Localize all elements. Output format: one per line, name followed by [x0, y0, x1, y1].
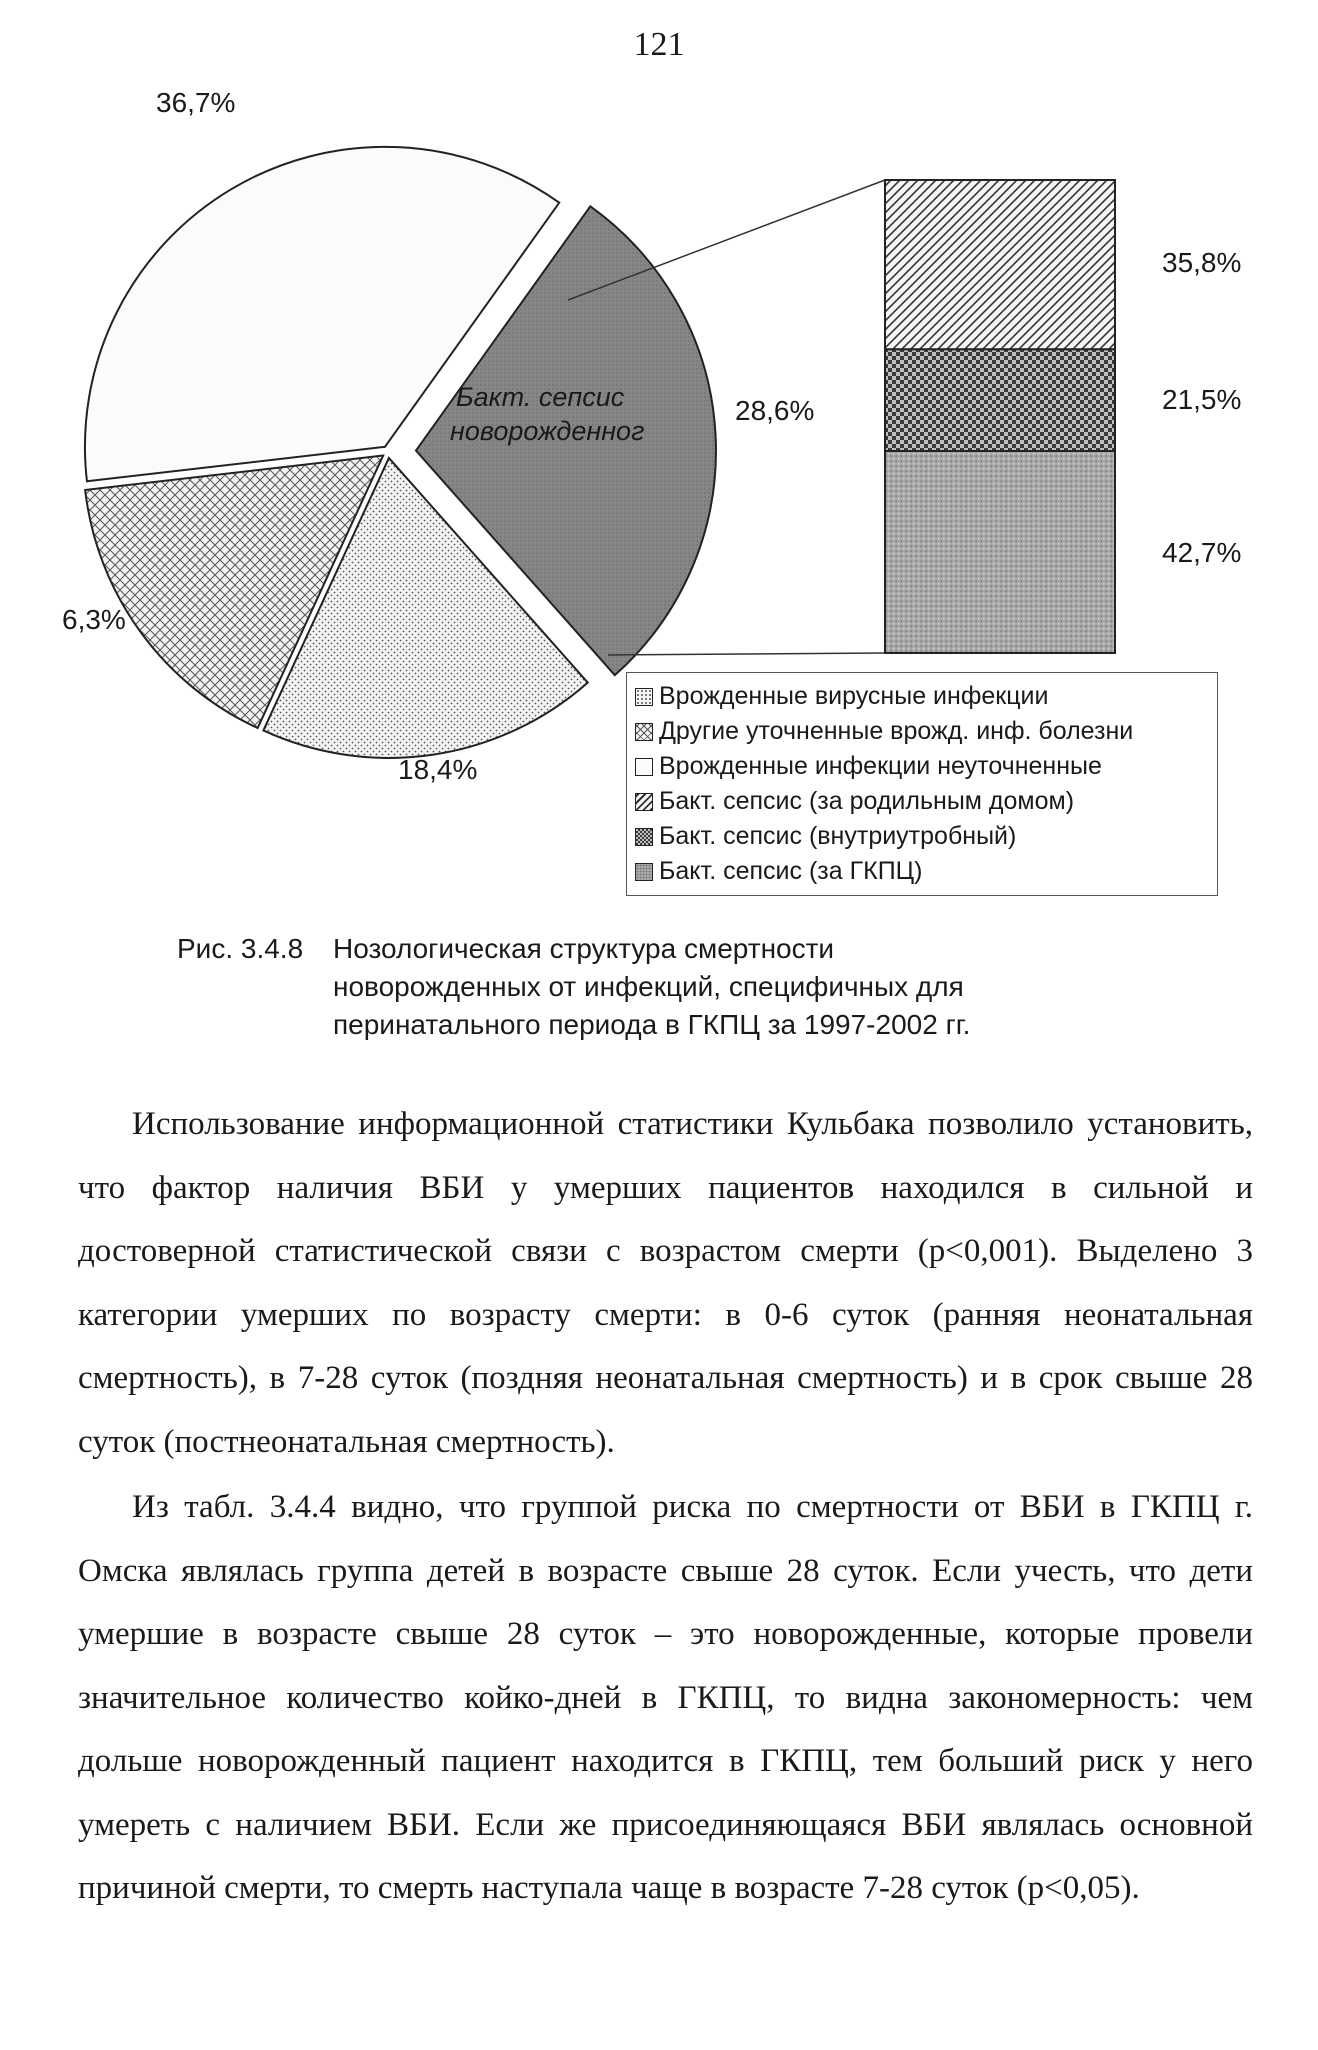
bar-segment — [885, 349, 1115, 451]
legend-item — [635, 854, 1209, 889]
legend-label: Бакт. сепсис (за ГКПЦ) — [659, 857, 923, 885]
caption-line: Нозологическая структура смертности — [333, 933, 835, 964]
slice-value-label: 28,6% — [735, 395, 815, 426]
legend-label: Другие уточненные врожд. инф. болезни — [659, 717, 1134, 745]
slice-value-label: 6,3% — [62, 604, 126, 635]
legend-swatch-plain — [635, 758, 653, 776]
bar-segment — [885, 180, 1115, 349]
connector-line-bottom — [608, 653, 885, 655]
legend-swatch-crosshatch — [635, 723, 653, 741]
legend-swatch-grey-dots — [635, 863, 653, 881]
legend-label: Бакт. сепсис (за родильным домом) — [659, 787, 1075, 815]
caption-line: новорожденных от инфекций, специфичных для — [333, 971, 964, 1002]
paragraph: Из табл. 3.4.4 видно, что группой риска по смертности от ВБИ в ГКПЦ г. Омска являлась группа детей в возрасте свыше 28 суток. Если учесть, что дети умершие в возрасте свыше 28 суток – это новорожденные, которые провели значительное количество койко-дней в ГКПЦ, то видна закономерность: чем дольше новорожденный пациент находится в ГКПЦ, тем больший риск у него умереть с наличием ВБИ. Если же присоединяющаяся ВБИ являлась основной причиной смерти, то смерть наступала чаще в возрасте 7-28 суток (p<0,05). — [78, 1489, 1253, 1906]
figure-caption — [177, 930, 1077, 1044]
legend-item — [635, 679, 1209, 714]
slice-value-label: 36,7% — [156, 87, 236, 118]
chart-legend — [626, 672, 1218, 896]
legend-item — [635, 819, 1209, 854]
slice-inside-label-line-2: новорожденног — [450, 416, 645, 446]
pie-chart — [85, 147, 716, 758]
bar-segment-value-label: 21,5% — [1162, 384, 1242, 415]
caption-line: перинатального периода в ГКПЦ за 1997-2002 гг. — [333, 1009, 971, 1040]
caption-number: Рис. 3.4.8 — [177, 933, 304, 964]
bar-segment-value-label: 35,8% — [1162, 247, 1242, 278]
paragraph: Использование информационной статистики Кульбака позволило установить, что фактор наличия ВБИ у умерших пациентов находился в сильной и достоверной статистической связи с возрастом смерти (p<0,001). Выделено 3 категории умерших по возрасту смерти: в 0-6 суток (ранняя неонатальная смертность), в 7-28 суток (поздняя неонатальная смертность) и в срок свыше 28 суток (постнеонатальная смертность). — [78, 1106, 1253, 1460]
legend-swatch-checker — [635, 828, 653, 846]
slice-inside-label-line-1: Бакт. сепсис — [456, 382, 625, 412]
legend-label: Врожденные инфекции неуточненные — [659, 752, 1102, 780]
page-number: 121 — [633, 26, 685, 63]
legend-label: Врожденные вирусные инфекции — [659, 682, 1049, 710]
legend-item — [635, 714, 1209, 749]
slice-value-label: 18,4% — [398, 754, 478, 785]
bar-segment — [885, 451, 1115, 653]
legend-label: Бакт. сепсис (внутриутробный) — [659, 822, 1017, 850]
body-text — [78, 1093, 1253, 1921]
stacked-bar-chart — [885, 180, 1115, 653]
legend-swatch-dots — [635, 688, 653, 706]
legend-item — [635, 784, 1209, 819]
legend-item — [635, 749, 1209, 784]
legend-swatch-diagonal — [635, 793, 653, 811]
bar-segment-value-label: 42,7% — [1162, 537, 1242, 568]
